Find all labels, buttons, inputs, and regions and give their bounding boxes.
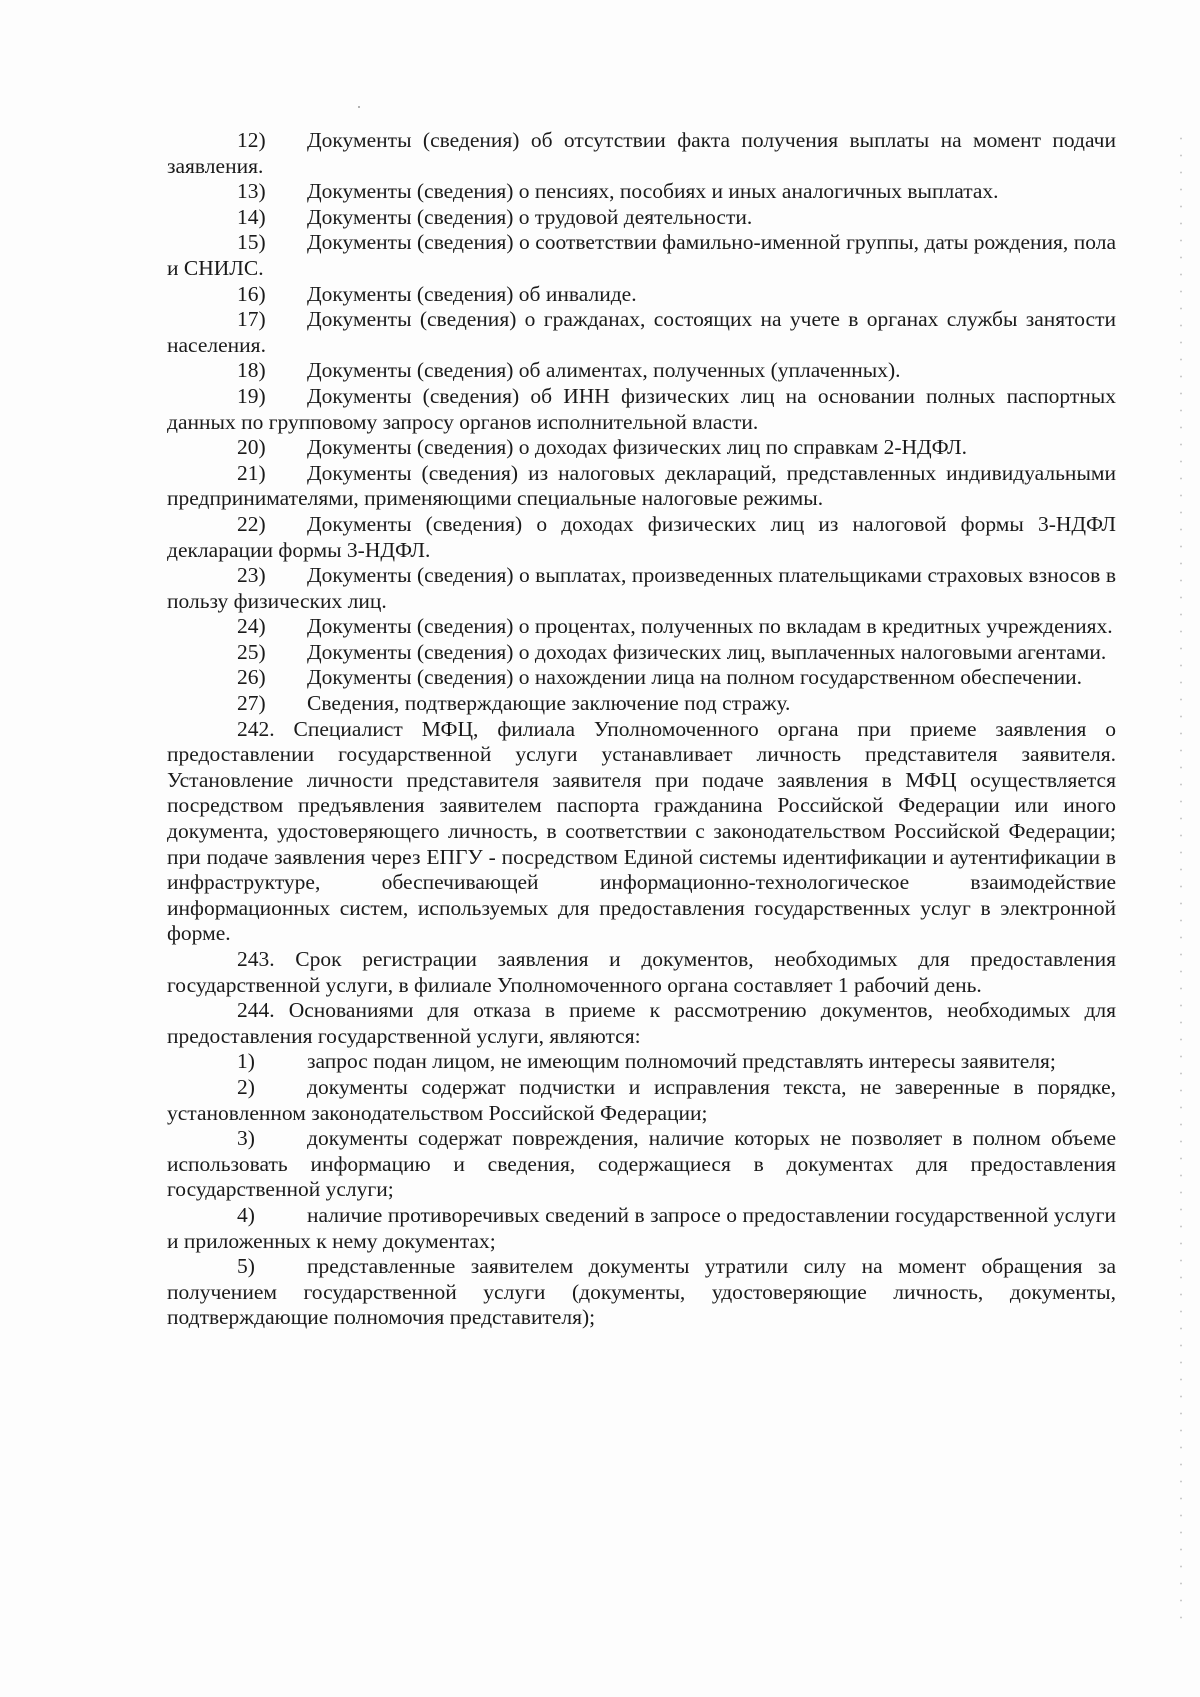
item-text: Документы (сведения) об отсутствии факта получения выплаты на момент подачи заявления. xyxy=(167,128,1116,178)
item-number: 5) xyxy=(237,1254,255,1279)
item-text: Документы (сведения) об алиментах, полученных (уплаченных). xyxy=(307,358,901,383)
item-number: 3) xyxy=(237,1126,255,1151)
paragraph-243: 243. Срок регистрации заявления и документов, необходимых для предоставления государственной услуги, в филиале Уполномоченного органа составляет 1 рабочий день. xyxy=(167,947,1116,997)
item-number: 25) xyxy=(237,639,266,664)
list-item xyxy=(167,435,1116,461)
list-item xyxy=(167,512,1116,563)
list-item xyxy=(167,282,1116,308)
list-item xyxy=(167,307,1116,358)
list-item xyxy=(167,1075,1116,1126)
list-item xyxy=(167,1049,1116,1075)
item-text: наличие противоречивых сведений в запросе о предоставлении государственной услуги и приложенных к нему документах; xyxy=(167,1202,1116,1253)
item-text: Документы (сведения) о процентах, полученных по вкладам в кредитных учреждениях. xyxy=(307,614,1113,639)
scan-edge-marks xyxy=(1180,130,1182,1630)
item-number: 12) xyxy=(237,128,266,152)
item-text: Документы (сведения) о пенсиях, пособиях и иных аналогичных выплатах. xyxy=(307,179,999,204)
list-item xyxy=(167,230,1116,281)
item-number: 18) xyxy=(237,358,266,383)
list-item xyxy=(167,614,1116,640)
list-item xyxy=(167,128,1116,179)
item-number: 1) xyxy=(237,1049,255,1074)
list-item xyxy=(167,1203,1116,1254)
item-text: Документы (сведения) о соответствии фамильно-именной группы, даты рождения, пола и СНИЛС. xyxy=(167,230,1116,280)
list-item xyxy=(167,640,1116,666)
item-text: документы содержат повреждения, наличие которых не позволяет в полном объеме использовать информацию и сведения, содержащиеся в документах для предоставления государственной услуги; xyxy=(167,1126,1116,1202)
item-text: Документы (сведения) об инвалиде. xyxy=(307,281,637,306)
list-item xyxy=(167,461,1116,512)
list-item xyxy=(167,691,1116,717)
list-item xyxy=(167,1126,1116,1203)
list-item xyxy=(167,1254,1116,1331)
scan-speck xyxy=(358,106,360,108)
item-number: 21) xyxy=(237,460,266,485)
item-text: представленные заявителем документы утратили силу на момент обращения за получением государственной услуги (документы, удостоверяющие личность, документы, подтверждающие полномочия представителя); xyxy=(167,1254,1116,1330)
item-number: 22) xyxy=(237,511,266,536)
list-item xyxy=(167,384,1116,435)
paragraph-244: 244. Основаниями для отказа в приеме к рассмотрению документов, необходимых для предоставления государственной услуги, являются: xyxy=(167,998,1116,1048)
item-text: Документы (сведения) о нахождении лица на полном государственном обеспечении. xyxy=(307,665,1083,690)
item-number: 20) xyxy=(237,435,266,460)
list-refusal-grounds xyxy=(167,1049,1116,1331)
item-text: Документы (сведения) о доходах физических лиц по справкам 2-НДФЛ. xyxy=(307,435,968,460)
item-number: 14) xyxy=(237,204,266,229)
item-number: 27) xyxy=(237,691,266,716)
item-number: 17) xyxy=(237,307,266,332)
item-number: 2) xyxy=(237,1074,255,1099)
list-item xyxy=(167,665,1116,691)
item-text: запрос подан лицом, не имеющим полномочий представлять интересы заявителя; xyxy=(307,1049,1056,1074)
item-text: Документы (сведения) о выплатах, произведенных плательщиками страховых взносов в пользу физических лиц. xyxy=(167,563,1116,613)
list-item xyxy=(167,358,1116,384)
list-item xyxy=(167,205,1116,231)
item-text: Документы (сведения) о трудовой деятельности. xyxy=(307,204,753,229)
item-number: 13) xyxy=(237,179,266,204)
item-number: 16) xyxy=(237,281,266,306)
item-text: Документы (сведения) о доходах физических лиц из налоговой формы 3-НДФЛ декларации формы 3-НДФЛ. xyxy=(167,511,1116,562)
document-body xyxy=(167,128,1116,1331)
item-text: Документы (сведения) из налоговых деклараций, представленных индивидуальными предпринимателями, применяющими специальные налоговые режимы. xyxy=(167,460,1116,511)
list-item xyxy=(167,563,1116,614)
paragraph-242: 242. Специалист МФЦ, филиала Уполномоченного органа при приеме заявления о предоставлении государственной услуги устанавливает личность представителя заявителя. Установление личности представителя заявителя при подаче заявления в МФЦ осуществляется посредством предъявления заявителем паспорта гражданина Российской Федерации или иного документа, удостоверяющего личность, в соответствии с законодательством Российской Федерации; при подаче заявления через ЕПГУ - посредством Единой системы идентификации и аутентификации в инфраструктуре, обеспечивающей информационно-технологическое взаимодействие информационных систем, используемых для предоставления государственных услуг в электронной форме. xyxy=(167,716,1116,946)
item-number: 26) xyxy=(237,665,266,690)
item-text: Документы (сведения) об ИНН физических лиц на основании полных паспортных данных по групповому запросу органов исполнительной власти. xyxy=(167,383,1116,434)
item-text: Сведения, подтверждающие заключение под стражу. xyxy=(307,691,791,716)
list-documents xyxy=(167,128,1116,717)
item-number: 15) xyxy=(237,230,266,255)
item-text: Документы (сведения) о гражданах, состоящих на учете в органах службы занятости населения. xyxy=(167,307,1116,357)
item-number: 23) xyxy=(237,563,266,588)
item-number: 19) xyxy=(237,383,266,408)
item-text: документы содержат подчистки и исправления текста, не заверенные в порядке, установленном законодательством Российской Федерации; xyxy=(167,1074,1116,1125)
item-number: 4) xyxy=(237,1202,255,1227)
item-text: Документы (сведения) о доходах физических лиц, выплаченных налоговыми агентами. xyxy=(307,639,1107,664)
list-item xyxy=(167,179,1116,205)
item-number: 24) xyxy=(237,614,266,639)
